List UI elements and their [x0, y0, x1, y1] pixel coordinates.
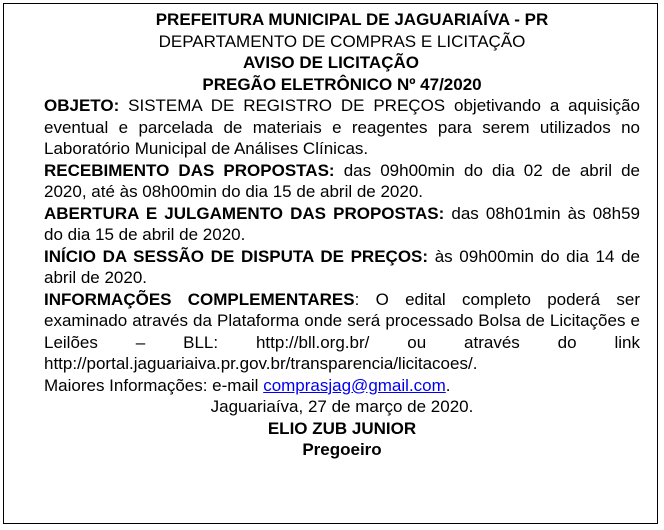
inicio-text: às 09h00min do dia 14 de abril de 2020. [44, 246, 640, 287]
objeto-label: OBJETO: [44, 96, 120, 115]
recebimento-paragraph [44, 160, 640, 203]
informacoes-label: INFORMAÇÕES COMPLEMENTARES [44, 289, 355, 309]
signatory-name: ELIO ZUB JUNIOR [267, 418, 417, 438]
pregao-title: PREGÃO ELETRÔNICO Nº 47/2020 [202, 74, 482, 94]
aviso-title: AVISO DE LICITAÇÃO [243, 53, 419, 72]
informacoes-paragraph [44, 289, 640, 375]
departamento-subtitle: DEPARTAMENTO DE COMPRAS E LICITAÇÃO [158, 31, 526, 51]
inicio-paragraph [44, 246, 640, 289]
maiores-informacoes-line [44, 375, 640, 397]
abertura-label: ABERTURA E JULGAMENTO DAS PROPOSTAS: [44, 203, 445, 223]
recebimento-label: RECEBIMENTO DAS PROPOSTAS: [44, 160, 335, 180]
email-end: . [445, 375, 451, 395]
objeto-paragraph [44, 95, 640, 160]
local-data: Jaguariaíva, 27 de março de 2020. [210, 397, 474, 416]
email-link[interactable]: comprasjag@gmail.com [263, 375, 446, 395]
inicio-label: INÍCIO DA SESSÃO DE DISPUTA DE PREÇOS: [44, 246, 429, 266]
licitacao-notice [44, 9, 640, 461]
abertura-text: das 08h01min às 08h59 do dia 15 de abril de 2020. [44, 203, 640, 244]
recebimento-text: das 09h00min do dia 02 de abril de 2020, até às 08h00min do dia 15 de abril de 2020. [44, 160, 640, 201]
abertura-paragraph [44, 203, 640, 246]
objeto-text: SISTEMA DE REGISTRO DE PREÇOS objetivando a aquisição eventual e parcelada de materiais e reagentes para serem utilizados no Laboratório Municipal de Análises Clínicas. [44, 96, 640, 158]
informacoes-text: : O edital completo poderá ser examinado através da Plataforma onde será processado Bolsa de Licitações e Leilões – BLL: http://bll.org.br/ ou através do link http://portal.jaguariaiva.pr.gov.br/transparencia/licitacoes/. [44, 289, 640, 373]
prefeitura-title: PREFEITURA MUNICIPAL DE JAGUARIAÍVA - PR [155, 10, 549, 29]
maiores-informacoes-label: Maiores Informações: e-mail [44, 375, 264, 395]
signatory-role: Pregoeiro [302, 440, 382, 459]
